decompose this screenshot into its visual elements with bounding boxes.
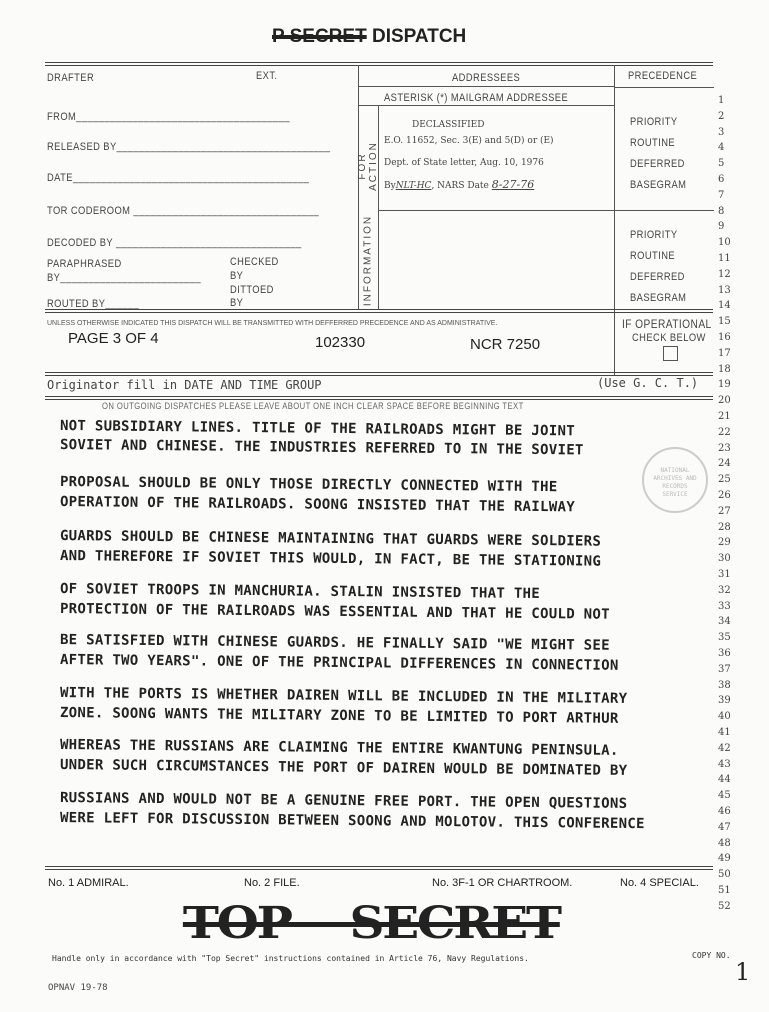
line-number: 5 [718,158,725,170]
struck-classification: P SECRET [272,26,367,47]
line-number: 31 [718,569,731,580]
divider [614,65,615,375]
label-paraphrased: PARAPHRASED [47,258,122,270]
field-decoded-by[interactable]: DECODED BY _________________________________ [47,237,302,249]
label-from: FROM [47,111,77,123]
top-secret-marking: TOP SECRET [182,898,560,949]
body-line: WERE LEFT FOR DISCUSSION BETWEEN SOONG AND MOLOTOV. THIS CONFERENCE [59,810,645,833]
document-title [272,26,466,48]
label-information: INFORMATION [362,214,374,307]
line-number: 14 [718,300,731,312]
rule [45,396,713,400]
label-checked-by: BY [230,270,244,282]
declass-title: DECLASSIFIED [412,120,485,130]
precedence-priority[interactable]: PRIORITY [630,116,678,128]
operational-checkbox[interactable] [663,346,678,361]
line-number: 23 [718,442,731,454]
declass-date: 8-27-76 [491,178,535,191]
line-number: 46 [718,806,731,817]
declass-line2: Dept. of State letter, Aug. 10, 1976 [384,158,544,168]
line-number: 25 [718,474,731,486]
line-number: 4 [718,142,725,154]
distribution-chartroom: No. 3F-1 OR CHARTROOM. [432,877,573,889]
field-date[interactable]: DATE__________________________________________ [47,172,310,184]
label-decoded-by: DECODED BY [47,237,113,249]
body-line: ZONE. SOONG WANTS THE MILITARY ZONE TO BE LIMITED TO PORT ARTHUR [59,705,619,727]
line-number: 33 [718,600,731,612]
declass-by: By [384,181,396,191]
label-routed-by: ROUTED BY [47,298,106,310]
line-number: 30 [718,553,731,565]
transmission-notice: UNLESS OTHERWISE INDICATED THIS DISPATCH WILL BE TRANSMITTED WITH DEFFERRED PRECEDENCE AND AS ADMINISTRATIVE. [47,320,498,327]
line-number: 35 [718,632,731,644]
page-number: PAGE 3 OF 4 [68,330,159,347]
line-number: 15 [718,316,731,328]
precedence-deferred[interactable]: DEFERRED [630,158,685,170]
line-number: 41 [718,727,731,738]
body-line: NOT SUBSIDIARY LINES. TITLE OF THE RAILROADS MIGHT BE JOINT [59,418,576,440]
line-number: 42 [718,742,731,754]
declass-signature: NLT-HC [395,181,432,191]
line-number: 29 [718,537,731,549]
gct-note: (Use G. C. T.) [597,376,699,390]
label-by: BY [47,272,61,284]
label-check-below: CHECK BELOW [632,332,706,344]
line-number: 48 [718,837,731,849]
line-number: 47 [718,821,731,833]
line-number: 51 [718,885,731,896]
info-precedence-deferred[interactable]: DEFERRED [630,271,685,283]
line-number: 32 [718,584,731,596]
handling-instruction: Handle only in accordance with "Top Secret" instructions contained in Article 76, Navy Regulations. [52,954,529,963]
line-number: 50 [718,869,731,881]
line-number: 17 [718,347,731,359]
body-line: UNDER SUCH CIRCUMSTANCES THE PORT OF DAIREN WOULD BE DOMINATED BY [59,757,628,779]
line-number: 39 [718,695,731,707]
line-number: 18 [718,363,731,375]
label-checked: CHECKED [230,256,279,268]
label-addressees: ADDRESSEES [452,72,521,84]
field-routed-by[interactable]: ROUTED BY______ [47,298,140,310]
line-number: 34 [718,616,731,628]
rule [614,87,714,88]
label-tor-coderoom: TOR CODEROOM [47,205,131,217]
field-paraphrased-by[interactable]: BY_________________________ [47,272,201,284]
label-dittoed-by: BY [230,297,244,309]
line-number: 13 [718,284,731,296]
line-number: 44 [718,774,731,786]
declass-line1: E.O. 11652, Sec. 3(E) and 5(D) or (E) [384,136,554,146]
rule [358,86,614,87]
line-number: 11 [718,253,731,264]
line-number: 38 [718,679,731,691]
label-if-operational: IF OPERATIONAL [622,317,712,331]
line-number: 10 [718,237,731,249]
line-number: 27 [718,505,731,517]
label-released-by: RELEASED BY [47,141,117,153]
line-number: 24 [718,458,731,470]
form-number: OPNAV 19-78 [48,983,108,993]
line-number: 12 [718,268,731,280]
label-date: DATE [47,172,73,184]
precedence-routine[interactable]: ROUTINE [630,137,676,149]
distribution-special: No. 4 SPECIAL. [620,877,699,889]
field-from[interactable]: FROM______________________________________ [47,111,290,123]
label-drafter: DRAFTER [47,72,95,84]
line-number: 7 [718,189,725,201]
label-ext: EXT. [256,70,278,82]
line-number: 8 [718,205,725,217]
body-line: BE SATISFIED WITH CHINESE GUARDS. HE FINALLY SAID "WE MIGHT SEE [59,632,610,654]
label-mailgram: ASTERISK (*) MAILGRAM ADDRESSEE [384,92,569,104]
line-number: 40 [718,711,731,723]
rule [358,105,614,106]
precedence-basegram[interactable]: BASEGRAM [630,179,687,191]
body-line: AND THEREFORE IF SOVIET THIS WOULD, IN FACT, BE THE STATIONING [59,548,602,570]
line-number: 16 [718,332,731,343]
line-number: 9 [718,221,725,233]
rule [378,210,714,211]
info-precedence-list [630,225,686,309]
line-number: 52 [718,900,731,912]
line-number: 22 [718,426,731,438]
label-copy-no: COPY NO. [692,951,731,960]
declass-nars: , NARS Date [431,181,489,191]
date-time-group: 102330 [315,334,366,351]
line-number: 49 [718,853,731,865]
line-number: 45 [718,790,731,802]
info-precedence-basegram[interactable]: BASEGRAM [630,292,687,304]
info-precedence-priority[interactable]: PRIORITY [630,229,678,241]
declassification-stamp [384,120,554,191]
body-line: PROTECTION OF THE RAILROADS WAS ESSENTIAL AND THAT HE COULD NOT [59,601,610,623]
copy-number: 1 [735,958,751,986]
rule [45,309,713,313]
label-for-action: FOR ACTION [357,141,379,191]
distribution-file: No. 2 FILE. [244,877,300,889]
line-number: 21 [718,411,731,422]
line-number: 43 [718,758,731,770]
label-precedence: PRECEDENCE [628,70,698,82]
line-number: 37 [718,663,731,675]
body-line: OPERATION OF THE RAILROADS. SOONG INSISTED THAT THE RAILWAY [59,494,576,516]
ncr-number: NCR 7250 [470,336,541,353]
title-dispatch: DISPATCH [371,26,467,47]
rule [45,62,713,66]
line-number: 36 [718,648,731,659]
field-released-by[interactable]: RELEASED BY______________________________________ [47,141,331,153]
body-line: SOVIET AND CHINESE. THE INDUSTRIES REFERRED TO IN THE SOVIET [59,437,584,459]
action-precedence-list [630,112,686,196]
line-number: 2 [718,110,725,122]
line-number: 28 [718,521,731,533]
line-number: 3 [718,126,725,138]
body-line: RUSSIANS AND WOULD NOT BE A GENUINE FREE PORT. THE OPEN QUESTIONS [59,790,628,812]
distribution-admiral: No. 1 ADMIRAL. [48,877,129,889]
line-number: 1 [718,95,725,106]
outgoing-instruction: ON OUTGOING DISPATCHES PLEASE LEAVE ABOUT ONE INCH CLEAR SPACE BEFORE BEGINNING TEXT [102,401,524,411]
line-number: 19 [718,379,731,391]
body-line: WHEREAS THE RUSSIANS ARE CLAIMING THE ENTIRE KWANTUNG PENINSULA. [59,737,619,759]
originator-instruction: Originator fill in DATE AND TIME GROUP [47,378,322,392]
info-precedence-routine[interactable]: ROUTINE [630,250,676,262]
line-number: 6 [718,174,725,185]
line-number: 20 [718,395,731,407]
label-dittoed: DITTOED [230,284,274,296]
field-tor-coderoom[interactable]: TOR CODEROOM _________________________________ [47,205,320,217]
body-line: AFTER TWO YEARS". ONE OF THE PRINCIPAL DIFFERENCES IN CONNECTION [59,652,619,674]
body-line: OF SOVIET TROOPS IN MANCHURIA. STALIN INSISTED THAT THE [59,581,541,603]
body-line: GUARDS SHOULD BE CHINESE MAINTAINING THAT GUARDS WERE SOLDIERS [59,528,602,550]
body-line: WITH THE PORTS IS WHETHER DAIREN WILL BE INCLUDED IN THE MILITARY [59,685,628,707]
archives-stamp: NATIONAL ARCHIVES AND RECORDS SERVICE [642,447,708,513]
body-line: PROPOSAL SHOULD BE ONLY THOSE DIRECTLY CONNECTED WITH THE [59,474,558,496]
rule [45,866,713,870]
line-number: 26 [718,490,731,501]
